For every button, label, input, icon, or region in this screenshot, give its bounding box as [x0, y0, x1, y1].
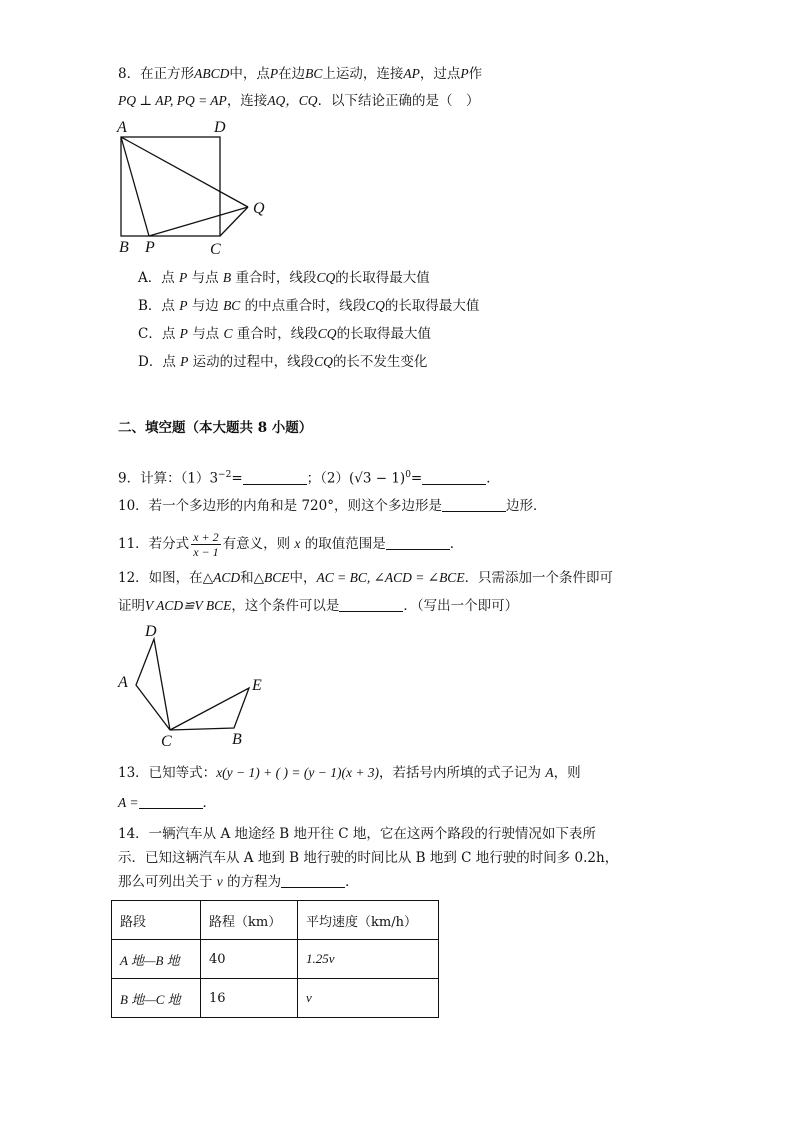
- q8-text: ，连接: [226, 93, 268, 109]
- q9-eq: =: [410, 470, 423, 487]
- triangle-acd: [136, 639, 170, 730]
- segment-aq: [121, 137, 248, 207]
- q9-exponent: −2: [218, 470, 232, 480]
- q14-text: 那么可列出关于: [118, 874, 213, 890]
- option-var: CQ: [316, 270, 336, 285]
- label-c: C: [210, 241, 221, 258]
- q11-text: ．: [449, 536, 464, 552]
- q8-text: 作: [468, 66, 483, 82]
- q9-base: 3: [209, 470, 219, 487]
- q9-blank-2[interactable]: [422, 470, 486, 485]
- q12-text: 中，: [289, 570, 317, 586]
- option-text: B．点: [138, 298, 175, 314]
- q11-var: x: [294, 536, 301, 551]
- segment-ap: [121, 137, 149, 236]
- table-row: [112, 979, 439, 1018]
- q12-text: 和: [240, 570, 254, 586]
- option-var: CQ: [366, 298, 385, 313]
- q12-text: ．（写出一个即可）: [403, 598, 519, 614]
- q10: [118, 496, 547, 516]
- q13-var: A: [545, 765, 554, 780]
- q8-text: 上运动，连接: [322, 66, 404, 82]
- q12-figure: [112, 620, 272, 750]
- option-text: 与点: [192, 326, 220, 342]
- q8-figure: [110, 115, 280, 260]
- option-text: 运动的过程中，线段: [192, 354, 315, 370]
- option-text: 的长不发生变化: [332, 354, 428, 370]
- q11-text: 的取值范围是: [304, 536, 386, 552]
- q8-var: P: [269, 66, 279, 81]
- label-c: C: [161, 733, 172, 750]
- table-cell: 1.25v: [298, 940, 439, 979]
- triangle-bce: [170, 688, 249, 730]
- q12-text: 证明: [118, 598, 145, 614]
- q14-var: v: [216, 874, 223, 889]
- q9-text: 9．计算：（1）: [118, 470, 210, 487]
- label-a: A: [117, 119, 127, 136]
- q10-text: 边形．: [506, 498, 547, 514]
- option-text: 重合时，线段: [235, 270, 317, 286]
- q8-option-d: [138, 352, 427, 372]
- fraction-numerator: x + 2: [193, 530, 219, 544]
- label-b: B: [119, 239, 129, 256]
- label-p: P: [145, 239, 155, 256]
- q10-text: 10．若一个多边形的内角和是 720°，则这个多边形是: [118, 498, 442, 514]
- option-text: 重合时，线段: [236, 326, 318, 342]
- q12-triangle: △BCE: [253, 570, 290, 585]
- q11: [118, 528, 463, 560]
- q13-blank[interactable]: [139, 794, 203, 809]
- table-header-row: [112, 901, 439, 940]
- q8-var: AP: [403, 66, 420, 81]
- label-d: D: [145, 623, 157, 640]
- q8-var: AQ，CQ: [267, 93, 318, 108]
- q8-text: 8．在正方形: [118, 66, 195, 82]
- q12-line2: [118, 596, 518, 616]
- q12-text: ．只需添加一个条件即可: [464, 570, 614, 586]
- option-var: BC: [223, 298, 241, 313]
- q14-line1: 14．一辆汽车从 A 地途经 B 地开往 C 地，它在这两个路段的行驶情况如下表所: [118, 826, 596, 842]
- option-var: C: [223, 326, 233, 341]
- q8-text: ．以下结论正确的是（ ）: [317, 93, 480, 109]
- q13-text: ，若括号内所填的式子记为: [379, 765, 542, 781]
- option-text: A．点: [138, 270, 175, 286]
- label-e: E: [252, 677, 262, 694]
- q8-text: ，过点: [419, 66, 461, 82]
- option-text: 与边: [191, 298, 219, 314]
- table-cell: B 地—C 地: [112, 979, 201, 1018]
- fraction-denominator: x − 1: [193, 545, 219, 559]
- q11-blank[interactable]: [386, 535, 450, 550]
- q12-congruence: V ACD≌V BCE: [145, 598, 232, 613]
- option-var: P: [180, 354, 189, 369]
- q9-eq: =: [231, 470, 243, 487]
- q13-line2: [118, 793, 216, 813]
- option-var: B: [222, 270, 232, 285]
- option-text: C．点: [138, 326, 176, 342]
- q8-condition: PQ ⊥ AP, PQ = AP: [118, 93, 227, 108]
- q8-option-b: [138, 296, 479, 316]
- q8-option-c: [138, 324, 431, 344]
- label-d: D: [214, 119, 226, 136]
- q8-var: BC: [305, 66, 323, 81]
- option-text: D．点: [138, 354, 176, 370]
- option-text: 的中点重合时，线段: [244, 298, 367, 314]
- option-var: P: [179, 326, 188, 341]
- section-title: 二、填空题（本大题共 8 小题）: [118, 420, 313, 436]
- q14-line2: 示．已知这辆汽车从 A 地到 B 地行驶的时间比从 B 地到 C 地行驶的时间多 0.2h，: [118, 850, 619, 866]
- q8-line2: [118, 91, 480, 111]
- table-header-cell: 平均速度（km/h）: [298, 901, 439, 940]
- q12-blank[interactable]: [339, 597, 403, 612]
- option-text: 的长取得最大值: [336, 326, 432, 342]
- q8-option-a: [138, 268, 430, 288]
- q12-triangle: △ACD: [202, 570, 241, 585]
- label-a: A: [118, 674, 128, 691]
- q12-condition: AC = BC, ∠ACD = ∠BCE: [316, 570, 465, 585]
- q9-blank-1[interactable]: [243, 470, 307, 485]
- option-var: P: [179, 298, 188, 313]
- option-var: CQ: [317, 326, 337, 341]
- square-abcd: [121, 137, 220, 236]
- q11-text: 11．若分式: [118, 536, 190, 552]
- q14-text: 的方程为: [227, 874, 282, 890]
- q14-line3: [118, 872, 359, 892]
- table-cell: 16: [201, 979, 298, 1018]
- q12-line1: [118, 568, 613, 588]
- q9-expression: (√3 − 1): [348, 470, 406, 487]
- q9-text: ；（2）: [306, 470, 349, 487]
- label-b: B: [232, 731, 242, 748]
- q13-text: ．: [202, 795, 216, 811]
- q12-text: 12．如图，在: [118, 570, 203, 586]
- option-text: 的长取得最大值: [384, 298, 480, 314]
- table-header-cell: 路段: [112, 901, 201, 940]
- label-q: Q: [253, 200, 265, 217]
- table-cell: A 地—B 地: [112, 940, 201, 979]
- q12-text: ，这个条件可以是: [231, 598, 340, 614]
- q10-blank[interactable]: [442, 497, 506, 512]
- q9-text: ．: [486, 470, 500, 487]
- q8-text: 在边: [278, 66, 306, 82]
- table-cell: v: [298, 979, 439, 1018]
- q8-line1: [118, 64, 482, 84]
- q14-blank[interactable]: [281, 873, 345, 888]
- q8-text: 中，点: [229, 66, 270, 82]
- q13-text: 13．已知等式：: [118, 765, 217, 781]
- q9-exponent: 0: [405, 470, 411, 480]
- table-cell: 40: [201, 940, 298, 979]
- q13-var: A =: [118, 795, 139, 810]
- q14-table: [111, 900, 439, 1018]
- option-text: 的长取得最大值: [335, 270, 430, 286]
- q9: [118, 465, 500, 489]
- q14-text: ．: [345, 874, 359, 890]
- q11-text: 有意义，则: [222, 536, 291, 552]
- table-row: [112, 940, 439, 979]
- q13-equation: x(y − 1) + ( ) = (y − 1)(x + 3): [216, 765, 380, 780]
- q13-text: ，则: [553, 765, 581, 781]
- option-text: 与点: [191, 270, 219, 286]
- q8-square-name: ABCD: [194, 66, 230, 81]
- option-var: CQ: [314, 354, 333, 369]
- option-var: P: [179, 270, 188, 285]
- table-header-cell: 路程（km）: [201, 901, 298, 940]
- q8-var: P: [460, 66, 469, 81]
- q13-line1: [118, 763, 581, 783]
- q11-fraction: [191, 530, 220, 559]
